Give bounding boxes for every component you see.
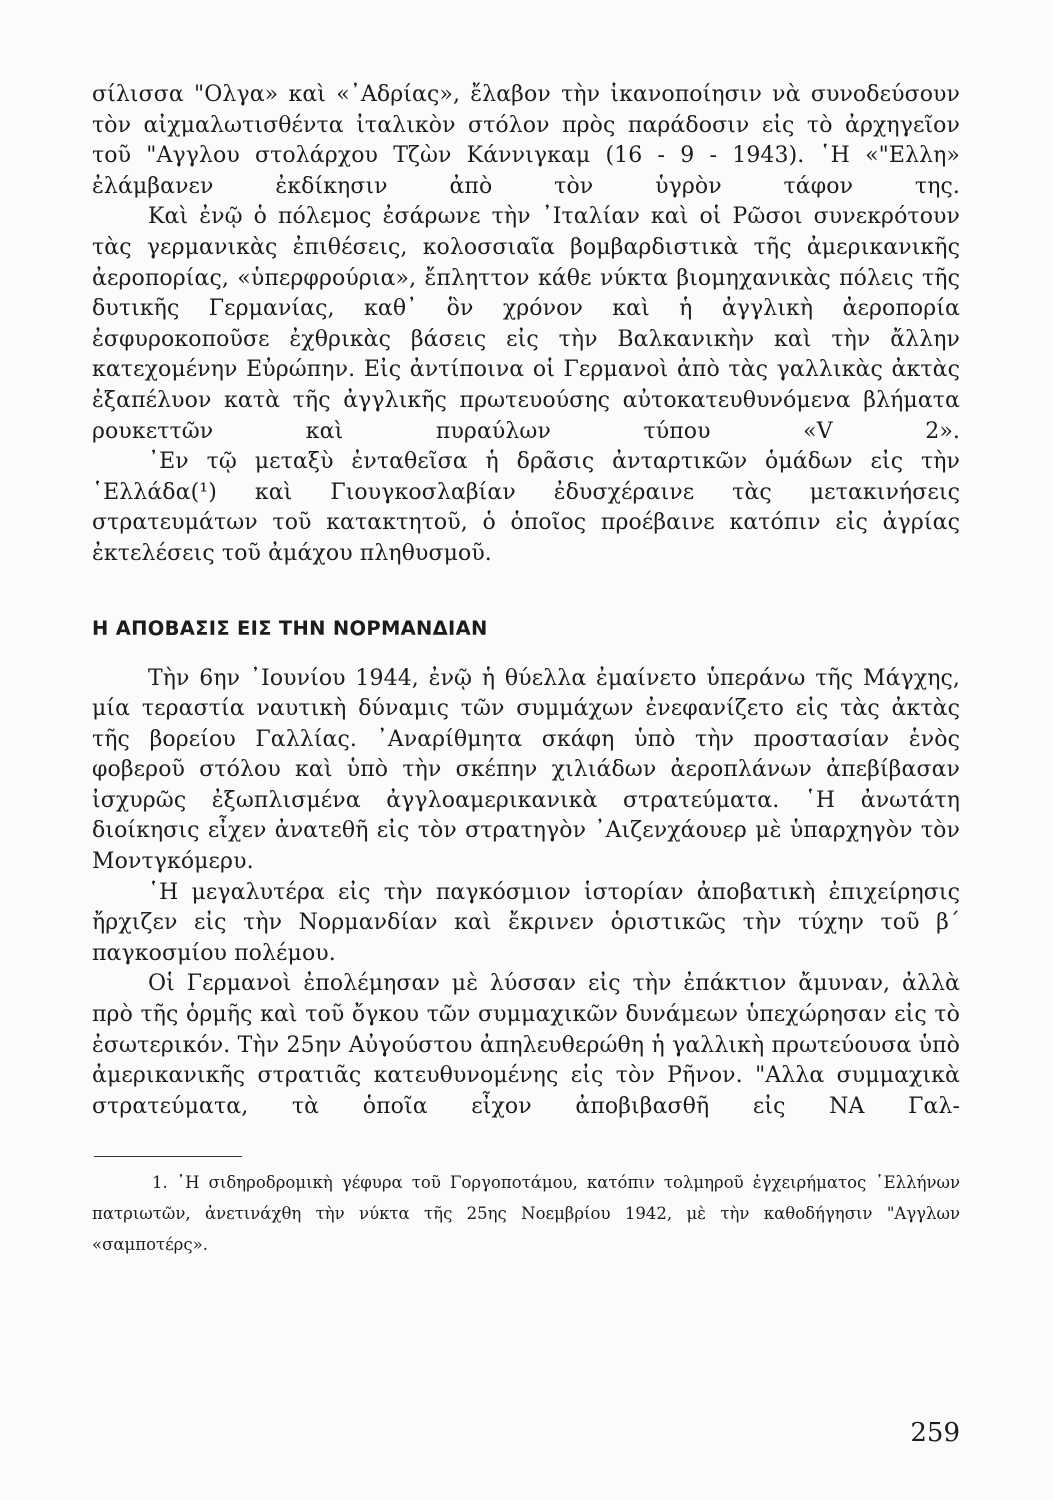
footnote-divider bbox=[94, 1156, 242, 1157]
paragraph: ῾Η μεγαλυτέρα εἰς τὴν παγκόσμιον ἱστορίαν ἀποβατικὴ ἐπιχείρησις ἤρχιζεν εἰς τὴν Νορμανδίαν καὶ ἔκρινεν ὁριστικῶς τὴν τύχην τοῦ β΄ παγκοσμίου πολέμου. bbox=[92, 879, 960, 966]
text-block-top bbox=[92, 80, 960, 570]
page-body bbox=[92, 80, 960, 1260]
text-block-bottom bbox=[92, 664, 960, 1123]
paragraph: Τὴν 6ην ᾿Ιουνίου 1944, ἐνῷ ἡ θύελλα ἐμαίνετο ὑπεράνω τῆς Μάγχης, μία τεραστία ναυτικὴ δύναμις τῶν συμμάχων ἐνεφανίζετο εἰς τὰς ἀκτὰς τῆς βορείου Γαλλίας. ᾿Αναρίθμητα σκάφη ὑπὸ τὴν προστασίαν ἑνὸς φοβεροῦ στόλου καὶ ὑπὸ τὴν σκέπην χιλιάδων ἀεροπλάνων ἀπεβίβασαν ἰσχυρῶς ἐξωπλισμένα ἀγγλοαμερικανικὰ στρατεύματα. ῾Η ἀνωτάτη διοίκησις εἶχεν ἀνατεθῆ εἰς τὸν στρατηγὸν ᾿Αιζενχάουερ μὲ ὑπαρχηγὸν τὸν Μοντγκόμερυ. bbox=[92, 665, 960, 875]
section-heading: Η ΑΠΟΒΑΣΙΣ ΕΙΣ ΤΗΝ ΝΟΡΜΑΝΔΙΑΝ bbox=[92, 616, 488, 640]
footnote-text: 1. ῾Η σιδηροδρομικὴ γέφυρα τοῦ Γοργοποτάμου, κατόπιν τολμηροῦ ἐγχειρήματος ῾Ελλήνων πατριωτῶν, ἀνετινάχθη τὴν νύκτα τῆς 25ης Νοεμβρίου 1942, μὲ τὴν καθοδήγησιν "Αγγλων «σαμποτέρς». bbox=[92, 1173, 960, 1255]
footnote bbox=[92, 1167, 960, 1260]
paragraph: Οἱ Γερμανοὶ ἐπολέμησαν μὲ λύσσαν εἰς τὴν ἐπάκτιον ἄμυναν, ἀλλὰ πρὸ τῆς ὁρμῆς καὶ τοῦ ὄγκου τῶν συμμαχικῶν δυνάμεων ὑπεχώρησαν εἰς τὸ ἐσωτερικόν. Τὴν 25ην Αὐγούστου ἀπηλευθερώθη ἡ γαλλικὴ πρωτεύουσα ὑπὸ ἀμερικανικῆς στρατιᾶς κατευθυνομένης εἰς τὸν Ρῆνον. "Αλλα συμμαχικὰ στρατεύματα, τὰ ὁποῖα εἶχον ἀποβιβασθῆ εἰς ΝΑ Γαλ- bbox=[92, 971, 960, 1119]
paragraph: ᾿Εν τῷ μεταξὺ ἐνταθεῖσα ἡ δρᾶσις ἀνταρτικῶν ὁμάδων εἰς τὴν ῾Ελλάδα(¹) καὶ Γιουγκοσλαβίαν ἐδυσχέραινε τὰς μετακινήσεις στρατευμάτων τοῦ κατακτητοῦ, ὁ ὁποῖος προέβαινε κατόπιν εἰς ἀγρίας ἐκτελέσεις τοῦ ἀμάχου πληθυσμοῦ. bbox=[92, 449, 960, 566]
paragraph: Καὶ ἐνῷ ὁ πόλεμος ἐσάρωνε τὴν ᾿Ιταλίαν καὶ οἱ Ρῶσοι συνεκρότουν τὰς γερμανικὰς ἐπιθέσεις, κολοσσιαῖα βομβαρδιστικὰ τῆς ἀμερικανικῆς ἀεροπορίας, «ὑπερφρούρια», ἔπληττον κάθε νύκτα βιομηχανικὰς πόλεις τῆς δυτικῆς Γερμανίας, καθ᾿ ὃν χρόνον καὶ ἡ ἀγγλικὴ ἀεροπορία ἐσφυροκοποῦσε ἐχθρικὰς βάσεις εἰς τὴν Βαλκανικὴν καὶ τὴν ἄλλην κατεχομένην Εὐρώπην. Εἰς ἀντίποινα οἱ Γερμανοὶ ἀπὸ τὰς γαλλικὰς ἀκτὰς ἐξαπέλυον κατὰ τῆς ἀγγλικῆς πρωτευούσης αὐτοκατευθυνόμενα βλήματα ρουκεττῶν καὶ πυραύλων τύπου «V 2». bbox=[92, 204, 960, 444]
paragraph: σίλισσα "Ολγα» καὶ «᾿Αδρίας», ἔλαβον τὴν ἱκανοποίησιν νὰ συνοδεύσουν τὸν αἰχμαλωτισθέντα ἰταλικὸν στόλον πρὸς παράδοσιν εἰς τὸ ἀρχηγεῖον τοῦ "Αγγλου στολάρχου Τζὼν Κάννιγκαμ (16 - 9 - 1943). ῾Η «"Ελλη» ἐλάμβανεν ἐκδίκησιν ἀπὸ τὸν ὑγρὸν τάφον της. bbox=[92, 82, 960, 199]
page-number: 259 bbox=[910, 1418, 960, 1448]
